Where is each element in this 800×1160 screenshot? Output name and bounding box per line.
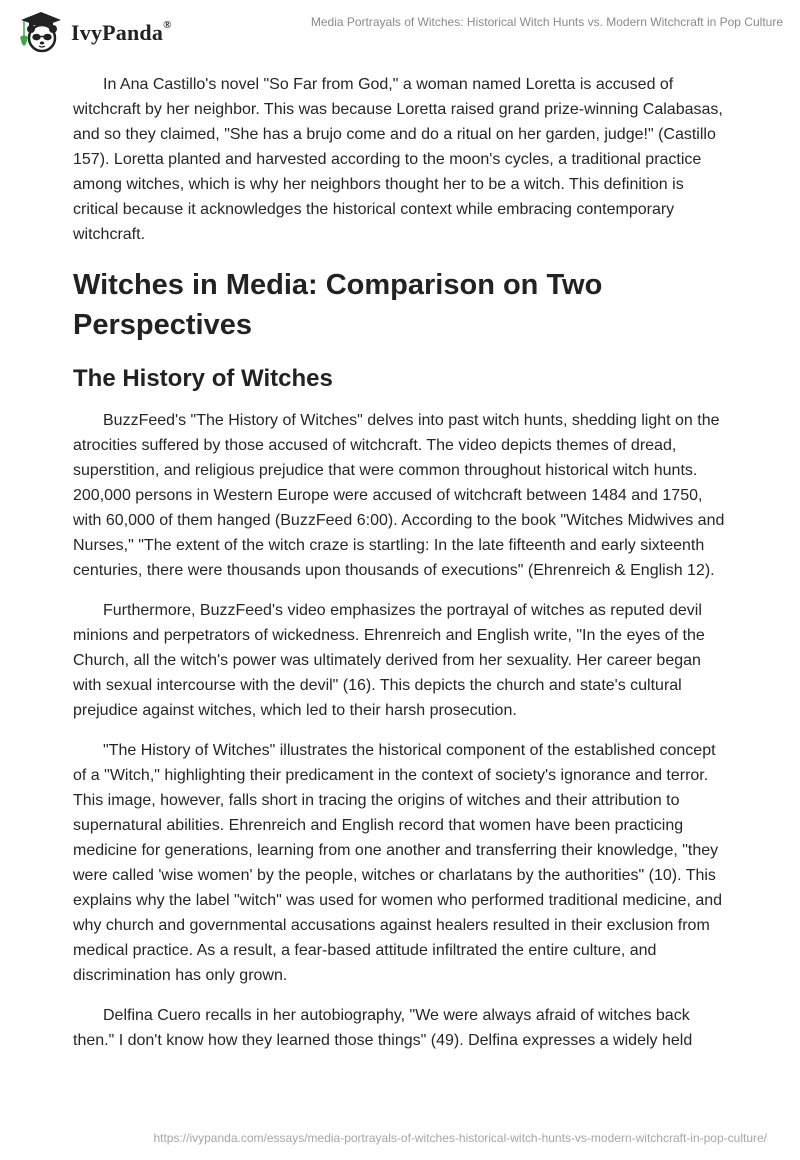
panda-graduation-cap-icon (17, 9, 63, 53)
body-paragraph: Furthermore, BuzzFeed's video emphasizes the portrayal of witches as reputed devil minions and perpetrators of wickedness. Ehrenreich and English write, "In the eyes of the Church, all the witch's power was ultimately derived from her sexuality. Her career began with sexual intercourse with the devil" (16). This depicts the church and state's cultural prejudice against witches, which led to their harsh prosecution. (73, 602, 705, 719)
intro-paragraph: In Ana Castillo's novel "So Far from God," a woman named Loretta is accused of witchcraft by her neighbor. This was because Loretta raised grand prize-winning Calabasas, and so they claimed, "She has a brujo come and do a ritual on her garden, judge!" (Castillo 157). Loretta planted and harvested according to the moon's cycles, a traditional practice among witches, which is why her neighbors thought her to be a witch. This definition is critical because it acknowledges the historical context while embracing contemporary witchcraft. (73, 76, 723, 243)
logo-wordmark: IvyPanda® (71, 18, 172, 45)
source-url[interactable]: https://ivypanda.com/essays/media-portrayals-of-witches-historical-witch-hunts-vs-modern-witchcraft-in-pop-culture/ (153, 1131, 767, 1145)
body-paragraph: "The History of Witches" illustrates the historical component of the established concept of a "Witch," highlighting their predicament in the context of society's ignorance and terror. This image, however, falls short in tracing the origins of witches and their attribution to supernatural abilities. Ehrenreich and English record that women have been practicing medicine for generations, learning from one another and transferring their knowledge, "they were called 'wise women' by the people, witches or charlatans by the authorities" (10). This explains why the label "witch" was used for women who performed traditional medicine, and why church and governmental accusations against healers resulted in their exclusion from medical practice. As a result, a fear-based attitude infiltrated the entire culture, and discrimination has only grown. (73, 742, 723, 984)
page-header (0, 0, 800, 60)
subsection-heading: The History of Witches (73, 365, 333, 392)
body-paragraph: BuzzFeed's "The History of Witches" delves into past witch hunts, shedding light on the atrocities suffered by those accused of witchcraft. The video depicts themes of dread, superstition, and religious prejudice that were common throughout historical witch hunts. 200,000 persons in Western Europe were accused of witchcraft between 1484 and 1750, with 60,000 of them hanged (BuzzFeed 6:00). According to the book "Witches Midwives and Nurses," "The extent of the witch craze is startling: In the late fifteenth and early sixteenth centuries, there were thousands upon thousands of executions" (Ehrenreich & English 12). (73, 412, 725, 579)
body-paragraph: Delfina Cuero recalls in her autobiography, "We were always afraid of witches back then." I don't know how they learned those things" (49). Delfina expresses a widely held (73, 1007, 693, 1049)
ivypanda-logo[interactable] (17, 9, 172, 53)
document-title: Media Portrayals of Witches: Historical Witch Hunts vs. Modern Witchcraft in Pop Culture (310, 15, 783, 29)
essay-content (73, 72, 733, 1068)
section-heading: Witches in Media: Comparison on Two Perspectives (73, 269, 603, 341)
